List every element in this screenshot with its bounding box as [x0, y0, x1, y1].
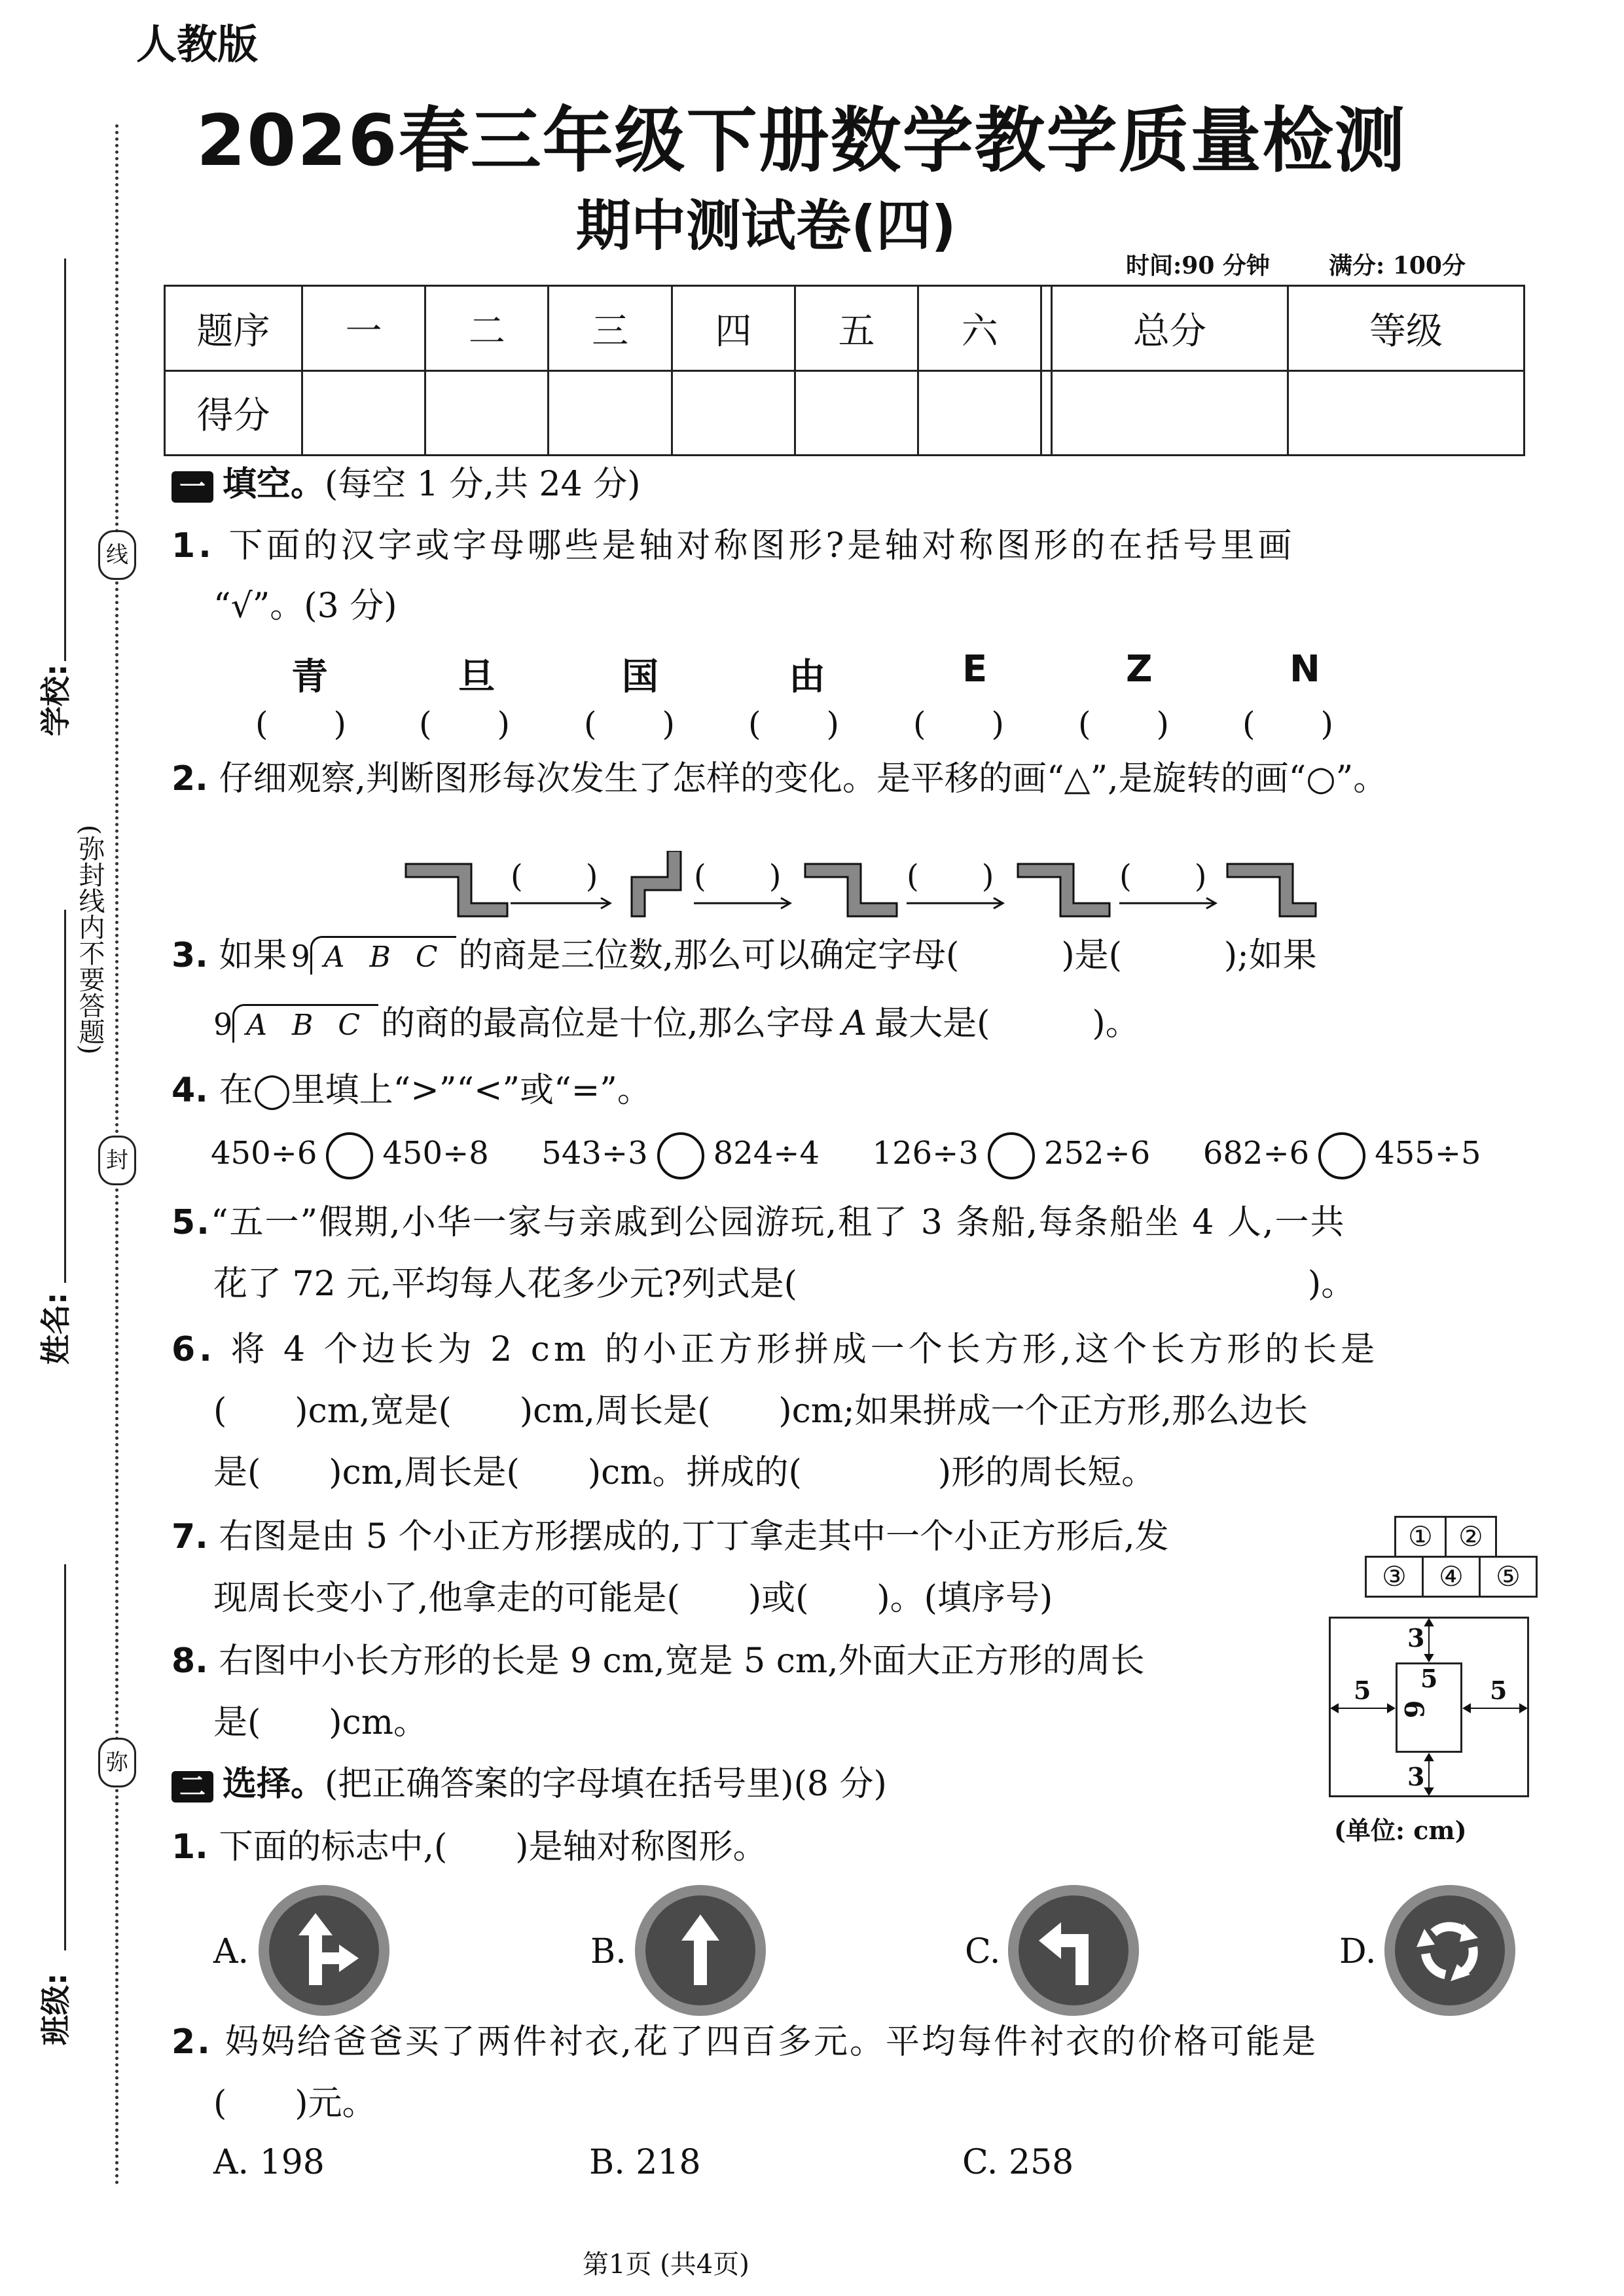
s1-q3-number: 3. [171, 936, 208, 975]
answer-paren[interactable]: ( ) [1242, 705, 1334, 743]
score-table-header-cell: 三 [549, 286, 672, 371]
section2-note: (把正确答案的字母填在括号里)(8 分) [325, 1765, 887, 1804]
s1-q7-line1 [171, 1516, 1169, 1558]
s1-q1-number: 1. [171, 526, 215, 565]
s1-q4-line1 [171, 1069, 651, 1111]
s2-q1-number: 1. [171, 1827, 208, 1867]
name-label: 姓名: [38, 1292, 73, 1365]
name-underline [64, 910, 66, 1283]
binding-tag-line: 线 [98, 530, 136, 580]
section1-badge: 一 [171, 471, 213, 503]
score-table-header-cell: 四 [672, 286, 795, 371]
answer-paren[interactable]: ( ) [1078, 705, 1170, 743]
long-division-1 [291, 935, 456, 977]
s1-q1-line1 [171, 525, 1295, 567]
school-label: 学校: [38, 664, 73, 736]
square-5: ⑤ [1479, 1556, 1538, 1598]
score-table-header-cell: 等级 [1288, 286, 1524, 371]
s1-q8-number: 8. [171, 1641, 208, 1681]
expression-left: 682÷6 [1202, 1135, 1310, 1172]
s1-q3-text1: 的商是三位数,那么可以确定字母( )是( );如果 [458, 936, 1317, 975]
section2-badge: 二 [171, 1771, 213, 1803]
class-underline [64, 1564, 66, 1950]
exam-full-score: 满分: 100分 [1329, 252, 1466, 279]
s1-q5-line2: 花了 72 元,平均每人花多少元?列式是( )。 [213, 1265, 1356, 1304]
s1-q8-line2: 是( )cm。 [213, 1703, 428, 1742]
score-entry-cell[interactable] [1288, 371, 1524, 456]
s1-q3-text3: 最大是( )。 [875, 1004, 1140, 1043]
school-underline [64, 259, 66, 661]
dim-top: 3 [1407, 1623, 1425, 1653]
s1-q2-number: 2. [171, 759, 208, 798]
s2-q1-text: 下面的标志中,( )是轴对称图形。 [219, 1827, 767, 1867]
s1-q6-text1: 将 4 个边长为 2 cm 的小正方形拼成一个长方形,这个长方形的长是 [230, 1330, 1379, 1369]
s1-q5-text1: “五一”假期,小华一家与亲戚到公园游玩,租了 3 条船,每条船坐 4 人,一共 [210, 1203, 1346, 1242]
shape-step-5 [1227, 864, 1316, 916]
binding-tag-mi: 弥 [98, 1738, 136, 1787]
s1-q4-text: 在◯里填上“>”“<”或“=”。 [219, 1071, 651, 1110]
answer-paren[interactable]: ( ) [419, 705, 511, 743]
score-table-header-cell: 二 [425, 286, 549, 371]
expression-left: 126÷3 [872, 1135, 979, 1172]
page-title: 2026春三年级下册数学教学质量检测 [196, 100, 1407, 182]
s1-q2-text: 仔细观察,判断图形每次发生了怎样的变化。是平移的画“△”,是旋转的画“○”。 [219, 759, 1388, 798]
dim-inner-width: 5 [1420, 1664, 1438, 1693]
transformation-blank[interactable]: ( ) [511, 858, 598, 895]
s2-q2-text1: 妈妈给爸爸买了两件衬衣,花了四百多元。平均每件衬衣的价格可能是 [225, 2022, 1318, 2062]
dim-inner-height: 9 [1399, 1700, 1431, 1719]
letter-a: A [842, 1004, 867, 1043]
score-table-header-cell [1041, 286, 1051, 371]
transformation-blank[interactable]: ( ) [1119, 858, 1207, 895]
answer-paren[interactable]: ( ) [255, 705, 347, 743]
s1-q7-number: 7. [171, 1517, 208, 1556]
score-table-header-cell: 五 [795, 286, 918, 371]
page-subtitle: 期中测试卷(四) [576, 194, 956, 258]
expression-right: 450÷8 [382, 1135, 489, 1172]
compare-circle[interactable] [657, 1132, 704, 1179]
s1-q2-line1 [171, 758, 1387, 800]
dim-bottom: 3 [1407, 1762, 1425, 1791]
s1-q3-if: 如果 [219, 936, 287, 975]
score-entry-cell[interactable] [672, 371, 795, 456]
shape-step-3 [805, 864, 897, 916]
expression-right: 252÷6 [1043, 1135, 1151, 1172]
section2-heading [171, 1763, 887, 1805]
option-d-label[interactable]: D. [1339, 1932, 1377, 1971]
s1-q1-text: 下面的汉字或字母哪些是轴对称图形?是轴对称图形的在括号里画 [228, 526, 1295, 565]
option-a-label[interactable]: A. [213, 1932, 249, 1971]
s2-q2-line1 [171, 2021, 1318, 2063]
square-4: ④ [1422, 1556, 1481, 1598]
score-table-header-cell: 一 [302, 286, 425, 371]
symmetry-char: N [1290, 648, 1320, 691]
square-3: ③ [1365, 1556, 1424, 1598]
s1-q5-line1 [171, 1202, 1346, 1244]
s2-q2-option-b[interactable]: B. 218 [589, 2143, 701, 2182]
symmetry-char: 旦 [458, 656, 495, 698]
s2-q2-line2: ( )元。 [213, 2084, 376, 2123]
dim-left: 5 [1354, 1676, 1371, 1705]
s1-q1-line2: “√”。(3 分) [213, 586, 397, 626]
s1-q7-text1: 右图是由 5 个小正方形摆成的,丁丁拿走其中一个小正方形后,发 [219, 1517, 1169, 1556]
s1-q8-text1: 右图中小长方形的长是 9 cm,宽是 5 cm,外面大正方形的周长 [219, 1641, 1145, 1681]
straight-ahead-icon [635, 1885, 766, 2016]
divisor: 9 [213, 1007, 233, 1042]
s2-q2-number: 2. [171, 2022, 212, 2062]
class-label: 班级: [38, 1973, 73, 2045]
rectangle-in-square-figure [1329, 1617, 1532, 1800]
option-b-label[interactable]: B. [590, 1932, 626, 1971]
score-entry-cell[interactable] [1041, 371, 1051, 456]
score-entry-cell[interactable] [425, 371, 549, 456]
score-table-header-cell: 总分 [1051, 286, 1288, 371]
score-entry-cell[interactable] [918, 371, 1041, 456]
score-table-header-cell: 六 [918, 286, 1041, 371]
s1-q4-comparisons [211, 1127, 1481, 1179]
page-footer: 第1页 (共4页) [583, 2250, 749, 2280]
dividend: A B C [310, 936, 456, 975]
s1-q8-line1 [171, 1640, 1145, 1682]
s1-q4-number: 4. [171, 1071, 208, 1110]
divisor: 9 [291, 939, 310, 974]
answer-paren[interactable]: ( ) [748, 705, 840, 743]
transformation-blank[interactable]: ( ) [694, 858, 782, 895]
s1-q6-line1 [171, 1329, 1379, 1371]
answer-paren[interactable]: ( ) [584, 705, 676, 743]
exam-time: 时间:90 分钟 [1126, 252, 1270, 279]
section1-heading [171, 463, 641, 505]
s2-q2-option-a[interactable]: A. 198 [213, 2143, 325, 2182]
transformation-blank[interactable]: ( ) [907, 858, 994, 895]
s1-q6-number: 6. [171, 1330, 216, 1369]
binding-tag-seal: 封 [98, 1136, 136, 1185]
symmetry-char: Z [1126, 648, 1153, 691]
symmetry-char: 由 [789, 656, 825, 698]
score-table [164, 285, 1525, 456]
score-entry-cell[interactable] [549, 371, 672, 456]
symmetry-char: E [962, 648, 988, 691]
score-table-header-cell: 题序 [165, 286, 302, 371]
s1-q3-line1 [171, 935, 1317, 977]
section1-note: (每空 1 分,共 24 分) [325, 465, 641, 504]
expression-left: 543÷3 [541, 1135, 648, 1172]
dim-right: 5 [1490, 1676, 1507, 1705]
s1-q6-line3: 是( )cm,周长是( )cm。拼成的( )形的周长短。 [213, 1453, 1156, 1492]
square-2: ② [1445, 1516, 1497, 1558]
shape-step-4 [1018, 864, 1110, 916]
shape-step-2 [632, 851, 681, 916]
expression-right: 824÷4 [713, 1135, 820, 1172]
section1-title: 填空。 [223, 465, 325, 504]
score-entry-cell[interactable] [1051, 371, 1288, 456]
symmetry-char: 国 [622, 656, 659, 698]
binding-notice: (弥封线内不要答题) [75, 825, 105, 1055]
s1-q3-text2: 的商的最高位是十位,那么字母 [381, 1004, 835, 1043]
compare-circle[interactable] [326, 1132, 373, 1179]
option-c-label[interactable]: C. [965, 1932, 1001, 1971]
shape-step-1 [406, 864, 507, 916]
expression-right: 455÷5 [1375, 1135, 1481, 1172]
straight-or-right-turn-icon [259, 1885, 389, 2016]
score-entry-cell[interactable] [302, 371, 425, 456]
expression-left: 450÷6 [211, 1135, 317, 1172]
s1-q7-line2: 现周长变小了,他拿走的可能是( )或( )。(填序号) [213, 1579, 1053, 1618]
s1-q6-line2: ( )cm,宽是( )cm,周长是( )cm;如果拼成一个正方形,那么边长 [213, 1391, 1308, 1431]
left-turn-icon [1008, 1885, 1139, 2016]
answer-paren[interactable]: ( ) [913, 705, 1005, 743]
edition-label: 人教版 [136, 20, 259, 68]
s1-q3-line2 [213, 1003, 1140, 1045]
compare-circle[interactable] [1318, 1132, 1365, 1179]
s2-q1-line1 [171, 1826, 767, 1868]
dividend: A B C [232, 1004, 378, 1043]
symmetry-char: 青 [291, 656, 328, 698]
score-table-row-label: 得分 [165, 371, 302, 456]
s1-q5-number: 5. [171, 1203, 211, 1242]
figure-unit-label: (单位: cm) [1334, 1816, 1467, 1845]
roundabout-icon [1384, 1885, 1515, 2016]
score-entry-cell[interactable] [795, 371, 918, 456]
s2-q2-option-c[interactable]: C. 258 [962, 2143, 1074, 2182]
section2-title: 选择。 [223, 1765, 325, 1804]
long-division-2 [213, 1003, 378, 1045]
compare-circle[interactable] [988, 1132, 1035, 1179]
square-1: ① [1394, 1516, 1447, 1558]
